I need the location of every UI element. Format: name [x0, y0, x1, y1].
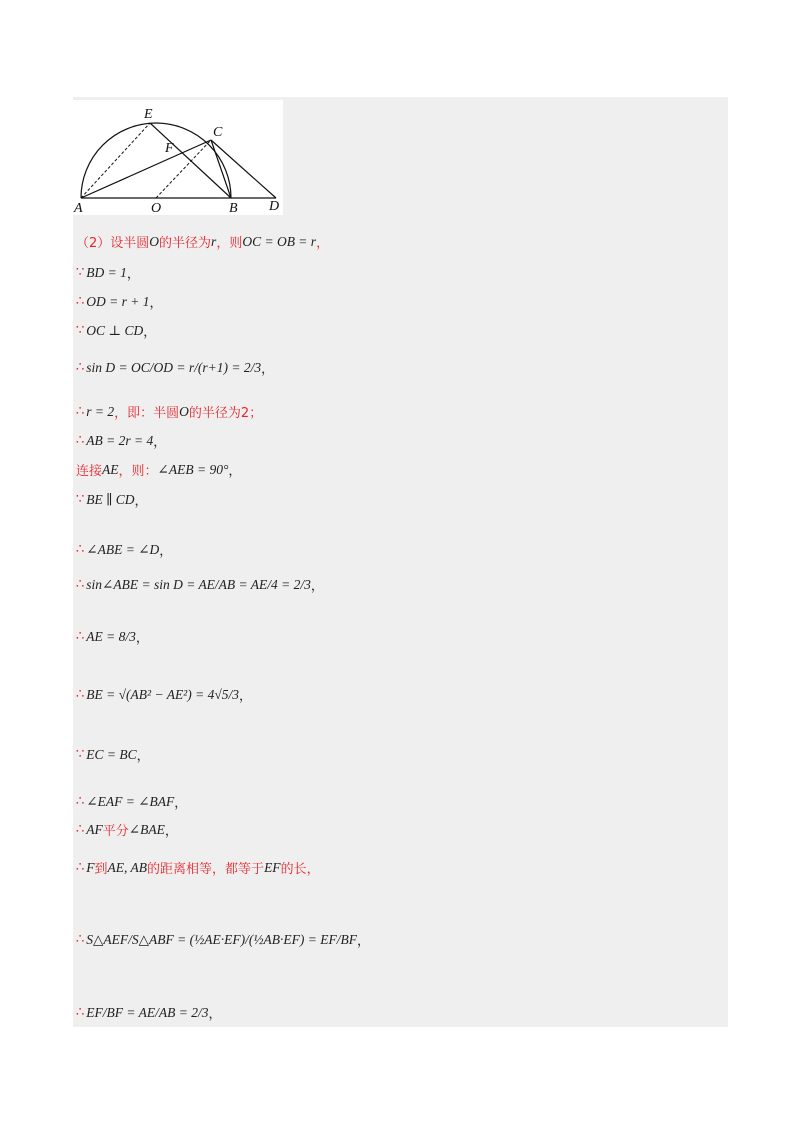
line-math: ∠AEB = 90°	[157, 461, 229, 477]
solution-line	[76, 431, 166, 450]
therefore-symbol: ∴	[76, 577, 85, 592]
therefore-symbol: ∴	[76, 860, 85, 875]
line-text: ，	[228, 464, 242, 479]
therefore-symbol: ∴	[76, 404, 85, 419]
therefore-symbol: ∴	[76, 687, 85, 702]
line-text: ，	[134, 494, 148, 509]
line-math: O	[179, 403, 189, 419]
line-text: ，	[126, 267, 140, 282]
line-text: ，	[164, 824, 178, 839]
line-text: ，	[136, 749, 150, 764]
therefore-symbol: ∴	[76, 629, 85, 644]
line-math: r	[211, 233, 217, 249]
line-math: S△AEF/S△ABF = (½AE·EF)/(½AB·EF) = EF/BF	[86, 931, 357, 947]
solution-line	[76, 540, 172, 559]
line-text: 连接	[76, 464, 103, 479]
line-math: BD = 1	[86, 264, 127, 280]
because-symbol: ∵	[76, 265, 85, 280]
solution-line	[76, 745, 150, 764]
line-math: OD = r + 1	[86, 293, 150, 309]
label-A: A	[74, 201, 83, 215]
solution-line	[76, 930, 370, 949]
solution-line	[76, 460, 241, 479]
therefore-symbol: ∴	[76, 794, 85, 809]
line-math: BE = √(AB² − AE²) = 4√5/3	[86, 686, 239, 702]
label-B: B	[229, 201, 238, 215]
line-text: ，则：	[118, 464, 158, 479]
therefore-symbol: ∴	[76, 932, 85, 947]
solution-line	[76, 358, 274, 377]
label-F: F	[165, 141, 174, 156]
line-text: ，	[316, 236, 330, 251]
solution-line	[76, 575, 324, 594]
therefore-symbol: ∴	[76, 822, 85, 837]
line-text: ，	[143, 325, 157, 340]
line-text: ，	[174, 796, 188, 811]
label-E: E	[144, 107, 153, 122]
line-math: AB = 2r = 4	[86, 432, 154, 448]
line-text: 的长，	[280, 862, 320, 877]
solution-line	[76, 402, 262, 421]
line-math: AE = 8/3	[86, 628, 136, 644]
line-text: 的距离相等，都等于	[147, 862, 265, 877]
solution-line	[76, 685, 252, 704]
line-math: AE, AB	[107, 859, 148, 875]
line-text: 平分	[102, 824, 129, 839]
line-text: ，	[159, 544, 173, 559]
line-math: EC = BC	[86, 746, 137, 762]
solution-line	[76, 263, 140, 282]
line-text: ，	[208, 1007, 222, 1022]
line-text: ，	[261, 362, 275, 377]
label-O: O	[151, 201, 162, 215]
geometry-figure	[73, 100, 283, 215]
line-math: ∠EAF = ∠BAF	[86, 793, 175, 809]
line-math: EF/BF = AE/AB = 2/3	[86, 1004, 209, 1020]
solution-line	[76, 820, 178, 839]
solution-line	[76, 1003, 222, 1022]
line-math: BE ∥ CD	[86, 491, 135, 507]
therefore-symbol: ∴	[76, 294, 85, 309]
solution-line	[76, 321, 156, 340]
line-text: ，	[356, 934, 370, 949]
solution-line	[76, 792, 187, 811]
therefore-symbol: ∴	[76, 1005, 85, 1020]
line-math: sin D = OC/OD = r/(r+1) = 2/3	[86, 359, 262, 375]
line-math: OC ⊥ CD	[86, 322, 144, 338]
line-math: AE	[102, 461, 119, 477]
solution-line	[76, 232, 329, 251]
line-math: O	[149, 233, 160, 249]
line-text: 到	[94, 862, 108, 877]
line-math: AF	[86, 821, 103, 837]
because-symbol: ∵	[76, 323, 85, 338]
solution-line	[76, 858, 320, 877]
line-text: ，	[153, 435, 167, 450]
semicircle-diagram	[73, 100, 283, 215]
therefore-symbol: ∴	[76, 360, 85, 375]
line-math: ∠BAE	[128, 821, 165, 837]
solution-line	[76, 292, 163, 311]
line-math: EF	[264, 859, 281, 875]
line-math: sin∠ABE = sin D = AE/AB = AE/4 = 2/3	[86, 576, 311, 592]
line-text: ，	[149, 296, 163, 311]
line-text: ，	[310, 579, 324, 594]
line-text: 的半径为	[159, 236, 212, 251]
line-math: ∠ABE = ∠D	[86, 541, 160, 557]
because-symbol: ∵	[76, 492, 85, 507]
because-symbol: ∵	[76, 747, 85, 762]
line-text: ，	[135, 631, 149, 646]
line-text: ，即：半圆	[114, 406, 180, 421]
line-text: （2）设半圆	[76, 236, 150, 251]
solution-line	[76, 627, 149, 646]
line-text: ，	[239, 689, 253, 704]
line-text: 的半径为2；	[188, 406, 263, 421]
line-math: r = 2	[86, 403, 115, 419]
label-C: C	[213, 125, 223, 140]
therefore-symbol: ∴	[76, 542, 85, 557]
line-math: OC = OB = r	[242, 233, 317, 249]
label-D: D	[269, 199, 280, 214]
line-math: F	[86, 859, 95, 875]
line-text: ，则	[216, 236, 243, 251]
solution-line	[76, 490, 148, 509]
therefore-symbol: ∴	[76, 433, 85, 448]
